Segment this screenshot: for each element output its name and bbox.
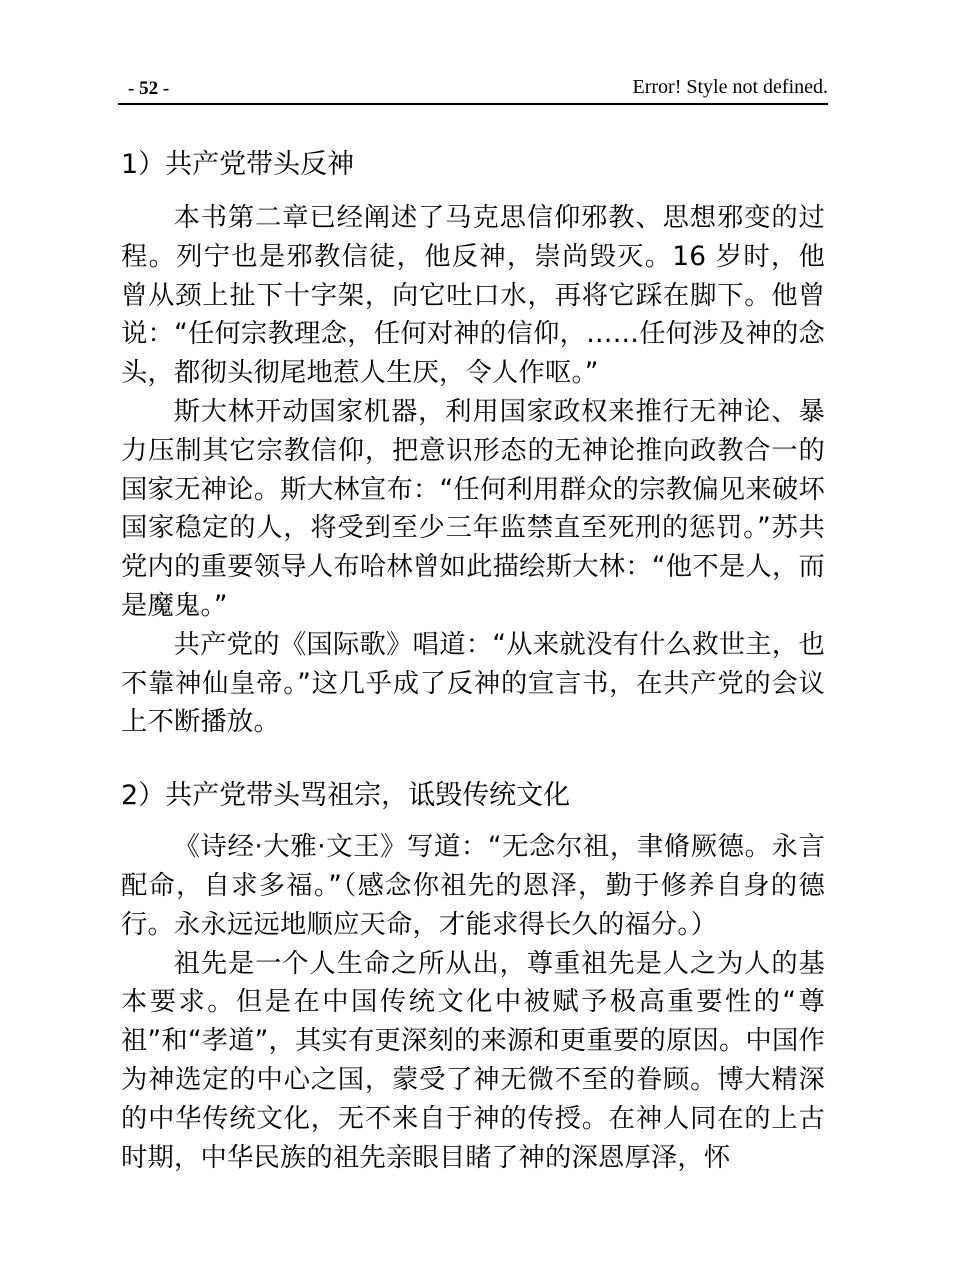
paragraph: 祖先是一个人生命之所从出，尊重祖先是人之为人的基本要求。但是在中国传统文化中被赋予极高重要性的“尊祖”和“孝道”，其实有更深刻的来源和更重要的原因。中国作为神选定的中心之国，蒙受了神无微不至的眷顾。博大精深的中华传统文化，无不来自于神的传授。在神人同在的上古时期，中华民族的祖先亲眼目睹了神的深恩厚泽，怀 [121, 948, 825, 1173]
paragraph: 共产党的《国际歌》唱道：“从来就没有什么救世主，也不靠神仙皇帝。”这几乎成了反神的宣言书，在共产党的会议上不断播放。 [121, 629, 825, 738]
page-header [118, 74, 828, 102]
page-number: - 52 - [128, 78, 170, 99]
paragraph: 斯大林开动国家机器，利用国家政权来推行无神论、暴力压制其它宗教信仰，把意识形态的无神论推向政教合一的国家无神论。斯大林宣布：“任何利用群众的宗教偏见来破坏国家稳定的人，将受到至少三年监禁直至死刑的惩罚。”苏共党内的重要领导人布哈林曾如此描绘斯大林：“他不是人，而是魔鬼。” [121, 396, 825, 621]
running-head: Error! Style not defined. [632, 76, 828, 98]
paragraph: 本书第二章已经阐述了马克思信仰邪教、思想邪变的过程。列宁也是邪教信徒，他反神，崇尚毁灭。16 岁时，他曾从颈上扯下十字架，向它吐口水，再将它踩在脚下。他曾说：“任何宗教理念，任何对神的信仰，……任何涉及神的念头，都彻头彻尾地惹人生厌，令人作呕。” [121, 203, 825, 389]
section-heading-2: 2）共产党带头骂祖宗，诋毁传统文化 [121, 780, 571, 812]
paragraph: 《诗经·大雅·文王》写道：“无念尔祖，聿脩厥德。永言配命，自求多福。”（感念你祖先的恩泽，勤于修养自身的德行。永永远远地顺应天命，才能求得长久的福分。） [121, 832, 825, 940]
header-rule [118, 103, 828, 105]
section-heading-1: 1）共产党带头反神 [121, 149, 355, 180]
page-body [121, 145, 825, 1177]
